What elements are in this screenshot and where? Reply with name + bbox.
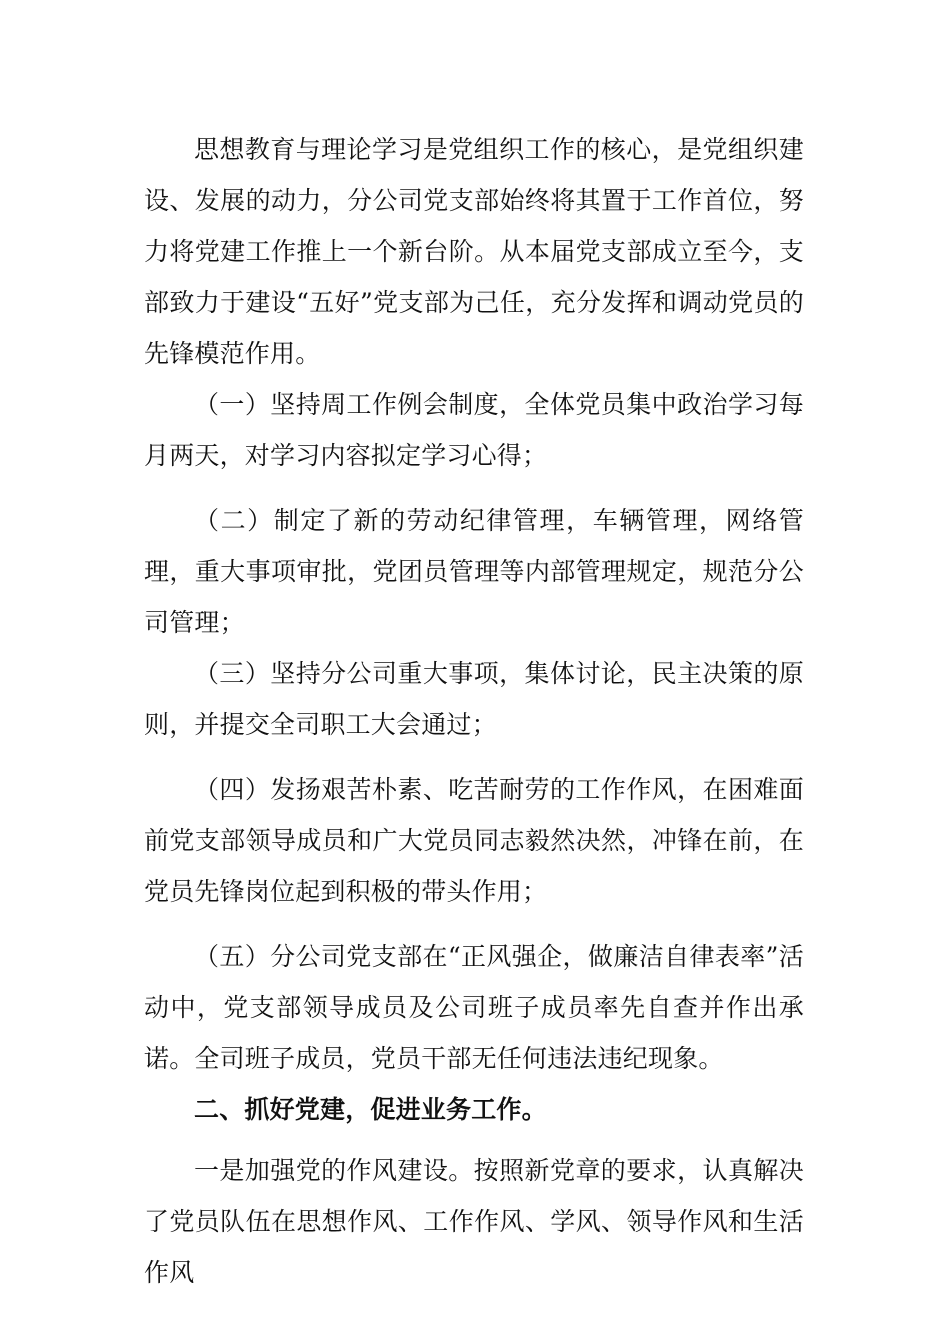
paragraph-item-1: （一）坚持周工作例会制度，全体党员集中政治学习每月两天，对学习内容拟定学习心得； [144, 390, 804, 470]
paragraph-intro: 思想教育与理论学习是党组织工作的核心，是党组织建设、发展的动力，分公司党支部始终将其置于工作首位，努力将党建工作推上一个新台阶。从本届党支部成立至今，支部致力于建设“五好”党支部为己任，充分发挥和调动党员的先锋模范作用。 [144, 135, 804, 368]
section-heading: 二、抓好党建，促进业务工作。 [194, 1095, 547, 1124]
document-body [144, 124, 804, 1298]
paragraph-item-5: （五）分公司党支部在“正风强企，做廉洁自律表率”活动中，党支部领导成员及公司班子成员率先自查并作出承诺。全司班子成员，党员干部无任何违法违纪现象。 [144, 942, 804, 1073]
paragraph-item-4: （四）发扬艰苦朴素、吃苦耐劳的工作作风，在困难面前党支部领导成员和广大党员同志毅然决然，冲锋在前，在党员先锋岗位起到积极的带头作用； [144, 775, 804, 906]
paragraph-item-3: （三）坚持分公司重大事项，集体讨论，民主决策的原则，并提交全司职工大会通过； [144, 659, 804, 739]
paragraph-section-body: 一是加强党的作风建设。按照新党章的要求，认真解决了党员队伍在思想作风、工作作风、学风、领导作风和生活作风 [144, 1156, 804, 1287]
paragraph-item-2: （二）制定了新的劳动纪律管理，车辆管理，网络管理，重大事项审批，党团员管理等内部管理规定，规范分公司管理； [144, 506, 804, 637]
